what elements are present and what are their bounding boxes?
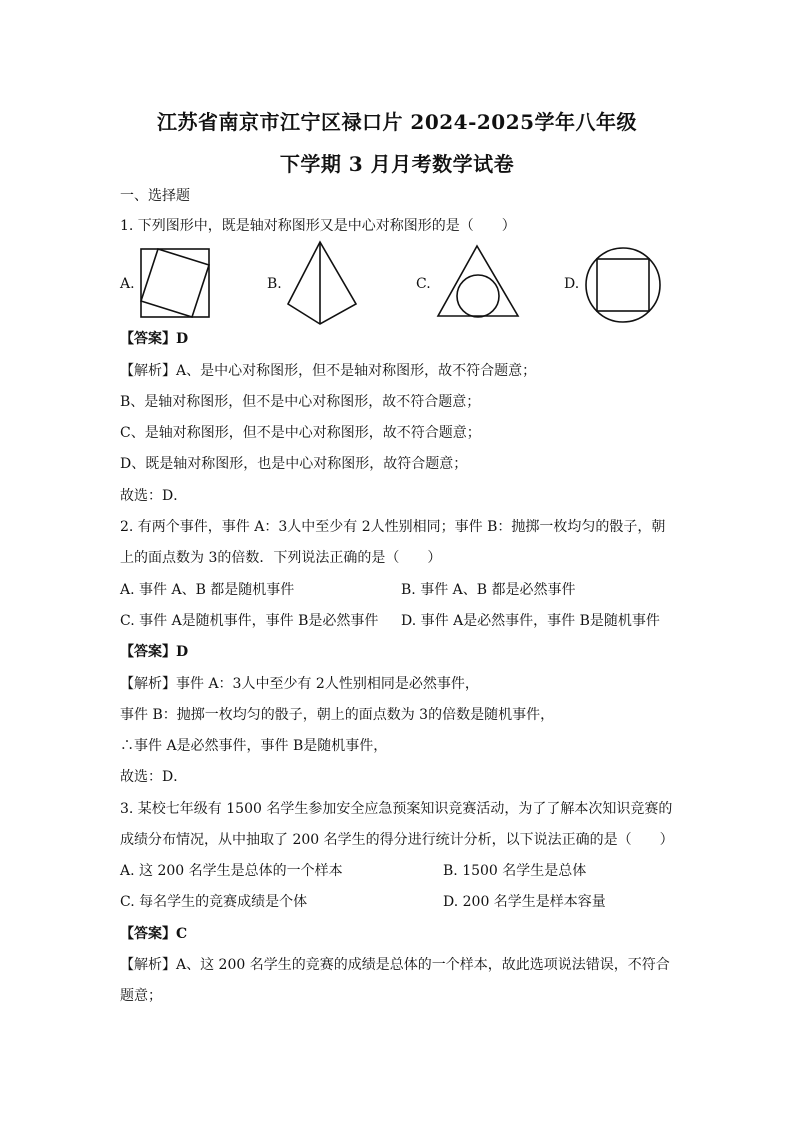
q1-analysis-line-3: C、是轴对称图形，但不是中心对称图形，故不符合题意；	[120, 425, 481, 441]
q2-stem-line-1: 2. 有两个事件，事件 A：3人中至少有 2人性别相同；事件 B：抛掷一枚均匀的骰子，朝	[120, 519, 666, 535]
q3-analysis-line-2: 题意；	[120, 988, 162, 1004]
q2-analysis-line-1: 【解析】事件 A：3人中至少有 2人性别相同是必然事件，	[120, 676, 479, 692]
q3-stem-line-2: 成绩分布情况，从中抽取了 200 名学生的得分进行统计分析，以下说法正确的是（ ）	[120, 832, 674, 848]
square-with-inscribed-square-figure	[140, 248, 212, 320]
kite-figure	[286, 240, 358, 326]
q1-option-d-label: D.	[564, 276, 580, 292]
q1-option-b-label: B.	[267, 276, 282, 292]
q1-stem: 1. 下列图形中，既是轴对称图形又是中心对称图形的是（ ）	[120, 218, 516, 234]
q1-answer: 【答案】D	[120, 331, 189, 347]
q3-option-b: B. 1500 名学生是总体	[443, 863, 587, 879]
q1-analysis-line-2: B、是轴对称图形，但不是中心对称图形，故不符合题意；	[120, 394, 481, 410]
q2-analysis-line-2: 事件 B：抛掷一枚均匀的骰子，朝上的面点数为 3的倍数是随机事件，	[120, 707, 555, 723]
q3-stem-line-1: 3. 某校七年级有 1500 名学生参加安全应急预案知识竞赛活动，为了了解本次知识竞赛的	[120, 801, 673, 817]
q2-answer: 【答案】D	[120, 644, 189, 660]
q2-stem-line-2: 上的面点数为 3的倍数．下列说法正确的是（ ）	[120, 550, 442, 566]
q3-analysis-line-1: 【解析】A、这 200 名学生的竞赛的成绩是总体的一个样本，故此选项说法错误，不符合	[120, 957, 670, 973]
circle-with-inscribed-square-figure	[584, 246, 664, 326]
q3-option-c: C. 每名学生的竞赛成绩是个体	[120, 894, 308, 910]
q1-option-c-label: C.	[416, 276, 431, 292]
q2-analysis-line-3: ∴事件 A是必然事件，事件 B是随机事件，	[120, 738, 388, 754]
section-heading: 一、选择题	[120, 188, 190, 204]
q3-option-d: D. 200 名学生是样本容量	[443, 894, 606, 910]
q3-answer: 【答案】C	[120, 926, 188, 942]
q1-analysis-line-4: D、既是轴对称图形，也是中心对称图形，故符合题意；	[120, 456, 468, 472]
q2-option-c: C. 事件 A是随机事件，事件 B是必然事件	[120, 613, 379, 629]
q2-option-d: D. 事件 A是必然事件，事件 B是随机事件	[401, 613, 660, 629]
q1-analysis-line-5: 故选：D．	[120, 488, 188, 504]
q3-option-a: A. 这 200 名学生是总体的一个样本	[120, 863, 343, 879]
q2-analysis-line-4: 故选：D．	[120, 769, 188, 785]
q2-option-b: B. 事件 A、B 都是必然事件	[401, 582, 576, 598]
q2-option-a: A. 事件 A、B 都是随机事件	[120, 582, 295, 598]
q1-analysis-line-1: 【解析】A、是中心对称图形，但不是轴对称图形，故不符合题意；	[120, 363, 537, 379]
title-line-2: 下学期 3 月月考数学试卷	[279, 152, 515, 176]
triangle-with-inscribed-circle-figure	[436, 244, 522, 320]
q1-option-a-label: A.	[120, 276, 135, 292]
title-line-1: 江苏省南京市江宁区禄口片 2024-2025学年八年级	[156, 110, 638, 134]
